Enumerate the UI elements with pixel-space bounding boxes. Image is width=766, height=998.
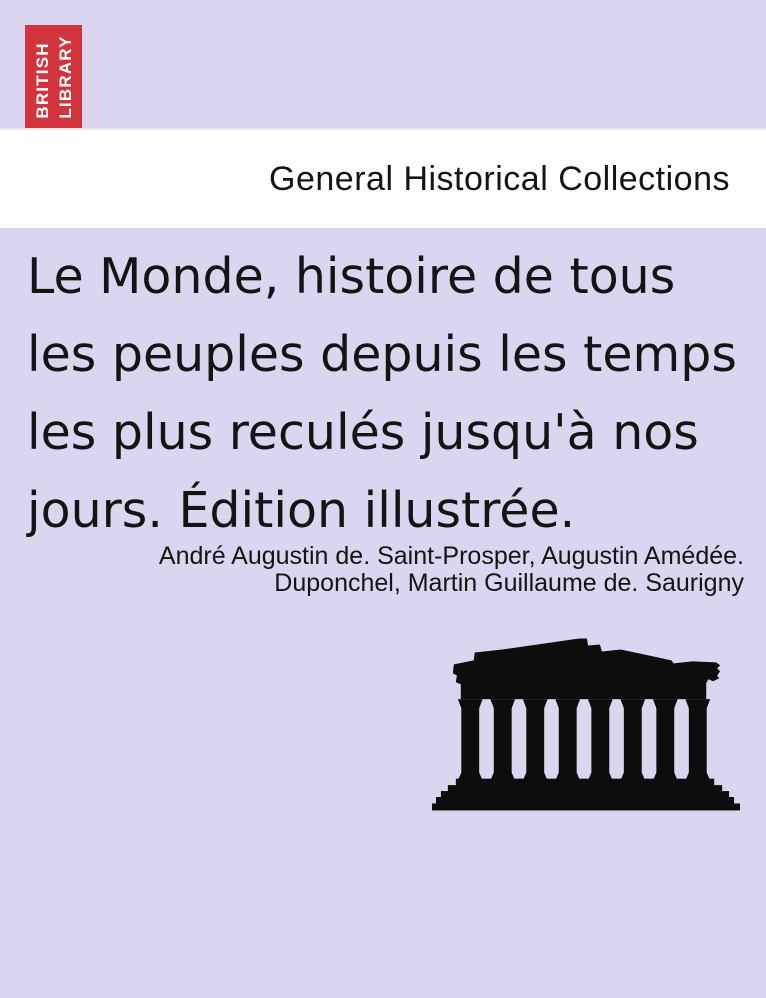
title-line: les peuples depuis les temps	[27, 326, 737, 383]
collection-label: General Historical Collections	[269, 159, 730, 198]
book-authors	[4, 543, 744, 597]
title-line: jours. Édition illustrée.	[27, 482, 576, 539]
book-title	[27, 238, 751, 550]
british-library-logo	[25, 25, 82, 128]
british-library-logo-text	[31, 35, 77, 118]
parthenon-temple-icon	[431, 637, 741, 811]
authors-line: Duponchel, Martin Guillaume de. Saurigny	[274, 569, 744, 597]
title-line: les plus reculés jusqu'à nos	[27, 404, 699, 461]
logo-line-library: LIBRARY	[55, 34, 75, 119]
logo-line-british: BRITISH	[32, 41, 52, 119]
title-line: Le Monde, histoire de tous	[27, 248, 676, 305]
authors-line: André Augustin de. Saint-Prosper, Augustin Amédée.	[158, 542, 744, 570]
collection-banner	[0, 128, 766, 228]
